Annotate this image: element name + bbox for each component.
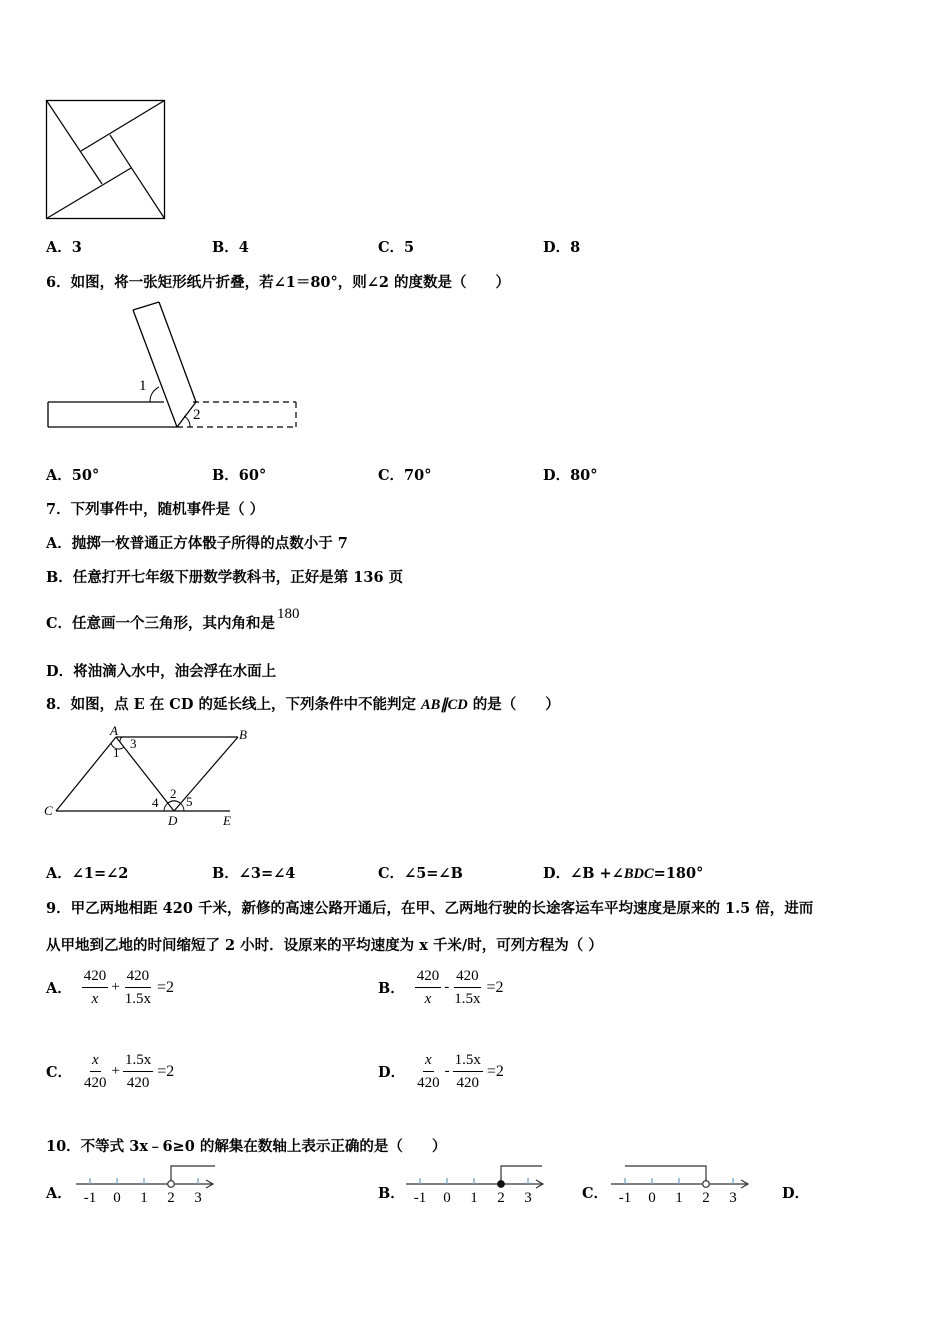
q9-c-frac2: $\frac{1.5x}{420}$ [123,1049,153,1094]
q10-numberline-b [402,1162,552,1206]
q8-label-3: 3 [130,736,137,751]
q10-numberline-c [607,1162,757,1206]
q9-b-frac2: $\frac{420}{1.5x}$ [452,965,482,1010]
q10-option-d[interactable]: D． [782,1185,810,1202]
q5-option-d[interactable]: D．8 [543,239,581,256]
q5-option-b[interactable]: B．4 [212,239,249,256]
q8-figure [40,722,245,832]
q8-label-a: A [110,723,118,738]
q8-option-c[interactable]: C．∠5=∠B [378,865,463,882]
q5-figure [44,98,168,222]
q10-a-tick-0: 0 [113,1190,121,1206]
q8-label-b: B [239,727,247,742]
q10-c-tick-2: 2 [702,1190,710,1206]
q9-option-b[interactable]: B． $\frac{420}{x}$ - $\frac{420}{1.5x}$ =2 [378,965,504,1010]
q7-option-c[interactable] [46,606,300,633]
q8-label-e: E [223,813,231,828]
q10-b-tick-3: 3 [524,1190,532,1206]
q8-stem: 8．如图，点 E 在 CD 的延长线上，下列条件中不能判定 AB∥CD 的是（ ） [46,696,560,713]
q9-d-frac1: $\frac{x}{420}$ [415,1049,442,1094]
q10-b-tick-0: 0 [443,1190,451,1206]
q8-label-2: 2 [170,786,177,801]
q5-option-c[interactable]: C．5 [378,239,415,256]
q9-option-d[interactable]: D． $\frac{x}{420}$ - $\frac{1.5x}{420}$ =2 [378,1049,504,1094]
q9-a-frac2: $\frac{420}{1.5x}$ [123,965,153,1010]
q6-label-1: 1 [139,378,147,394]
q10-a-tick-1: 1 [140,1190,148,1206]
q8-option-b[interactable]: B．∠3=∠4 [212,865,296,882]
q9-stem-line1: 9．甲乙两地相距 420 千米，新修的高速公路开通后，在甲、乙两地行驶的长途客运车平均速度是原来的 1.5 倍，进而 [46,900,814,917]
q9-d-frac2: $\frac{1.5x}{420}$ [453,1049,483,1094]
q6-option-c[interactable]: C．70° [378,467,432,484]
q8-label-4: 4 [152,795,159,810]
q8-label-1: 1 [113,745,120,760]
q6-stem: 6．如图，将一张矩形纸片折叠，若∠1＝80°，则∠2 的度数是（ ） [46,274,511,291]
q8-label-c: C [44,803,53,818]
q10-a-tick-m1: -1 [83,1190,97,1206]
q7-stem: 7．下列事件中，随机事件是（ ） [46,501,265,518]
q8-label-5: 5 [186,794,193,809]
q7-option-a[interactable]: A．抛掷一枚普通正方体骰子所得的点数小于 7 [46,535,348,552]
q8-option-a[interactable]: A．∠1=∠2 [46,865,129,882]
q8-label-d: D [168,813,178,828]
q10-option-c[interactable]: C． [582,1185,609,1202]
q9-option-a[interactable]: A． $\frac{420}{x}$ + $\frac{420}{1.5x}$ =2 [46,965,174,1010]
q10-numberline-a [72,1162,222,1206]
q9-a-frac1: $\frac{420}{x}$ [82,965,109,1010]
q10-b-tick-1: 1 [470,1190,478,1206]
q9-b-frac1: $\frac{420}{x}$ [415,965,442,1010]
q10-option-a[interactable]: A． [46,1185,72,1202]
q9-option-c[interactable]: C． $\frac{x}{420}$ + $\frac{1.5x}{420}$ =2 [46,1049,174,1094]
q8-option-d[interactable]: D．∠B +∠BDC=180° [543,865,704,882]
q9-c-frac1: $\frac{x}{420}$ [82,1049,109,1094]
q10-a-tick-3: 3 [194,1190,202,1206]
q10-a-tick-2: 2 [167,1190,175,1206]
q7-option-c-value: 180 [277,606,300,622]
q10-b-tick-m1: -1 [413,1190,427,1206]
q7-option-d[interactable]: D．将油滴入水中，油会浮在水面上 [46,663,277,680]
q7-option-c-text: C．任意画一个三角形，其内角和是 [46,615,276,632]
q6-option-b[interactable]: B．60° [212,467,267,484]
q10-c-tick-0: 0 [648,1190,656,1206]
q6-option-a[interactable]: A．50° [46,467,100,484]
q10-b-tick-2: 2 [497,1190,505,1206]
q7-option-b[interactable]: B．任意打开七年级下册数学教科书，正好是第 136 页 [46,569,404,586]
q10-option-b[interactable]: B． [378,1185,405,1202]
q6-figure [44,298,306,434]
q6-option-d[interactable]: D．80° [543,467,598,484]
q9-stem-line2: 从甲地到乙地的时间缩短了 2 小时．设原来的平均速度为 x 千米/时，可列方程为（ ） [46,937,603,954]
q10-c-tick-3: 3 [729,1190,737,1206]
q6-label-2: 2 [193,407,201,423]
q5-option-a[interactable]: A．3 [46,239,82,256]
q10-c-tick-1: 1 [675,1190,683,1206]
q10-c-tick-m1: -1 [618,1190,632,1206]
q10-stem: 10．不等式 3x﹣6≥0 的解集在数轴上表示正确的是（ ） [46,1138,447,1155]
